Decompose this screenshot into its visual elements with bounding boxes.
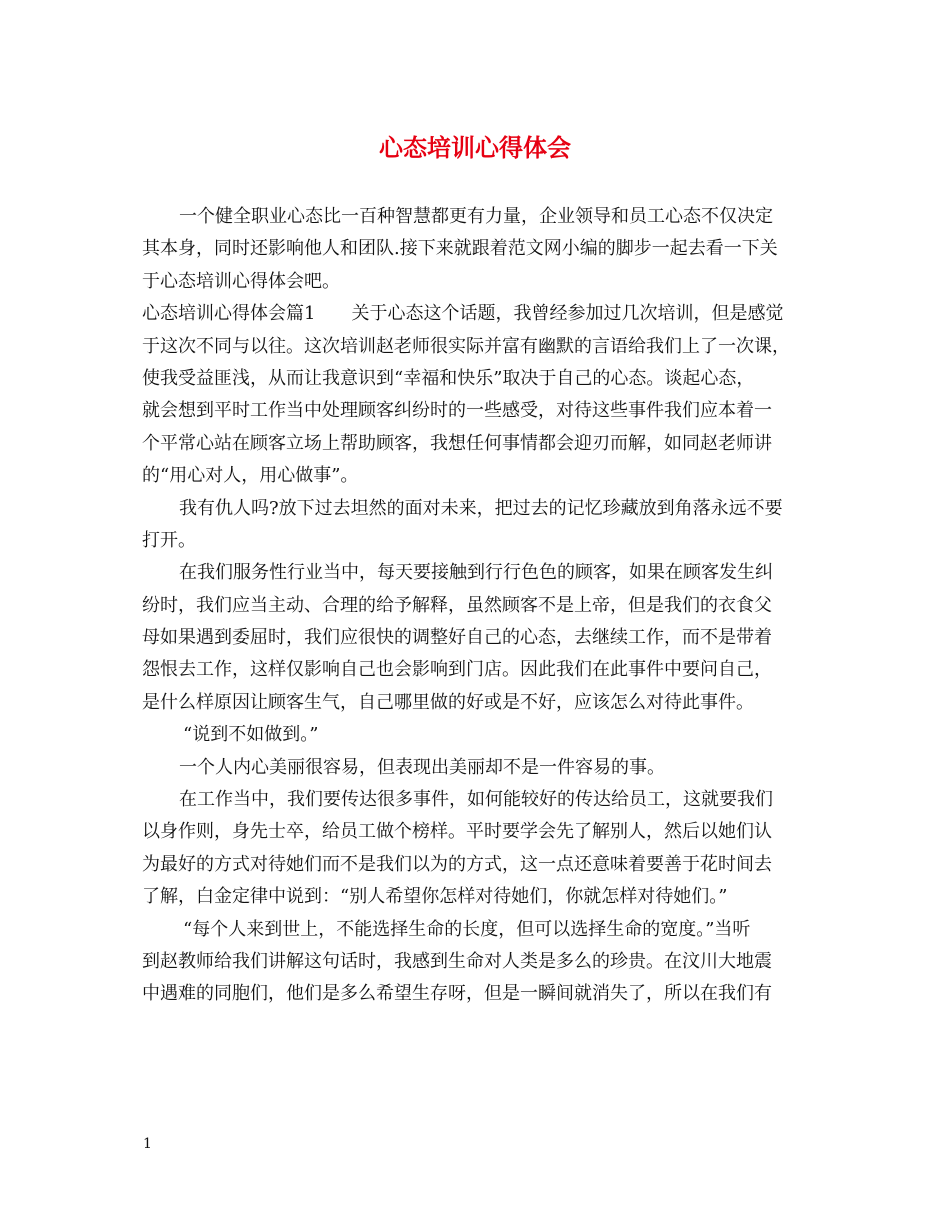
paragraph-line: 是什么样原因让顾客生气，自己哪里做的好或是不好，应该怎么对待此事件。 (142, 691, 754, 713)
paragraph-line: 于这次不同与以往。这次培训赵老师很实际并富有幽默的言语给我们上了一次课， (142, 335, 790, 357)
paragraph-line: 到赵教师给我们讲解这句话时，我感到生命对人类是多么的珍贵。在汶川大地震 (142, 950, 772, 972)
paragraph-line: 其本身，同时还影响他人和团队.接下来就跟着范文网小编的脚步一起去看一下关 (142, 238, 778, 260)
paragraph-line: 一个健全职业心态比一百种智慧都更有力量，企业领导和员工心态不仅决定 (179, 206, 773, 227)
paragraph-text: 关于心态这个话题，我曾经参加过几次培训，但是感觉 (351, 303, 784, 325)
paragraph-line: “每个人来到世上，不能选择生命的长度，但可以选择生命的宽度。”当听 (183, 918, 751, 940)
paragraph-line: 为最好的方式对待她们而不是我们以为的方式，这一点还意味着要善于花时间去 (142, 853, 772, 875)
page-title: 心态培训心得体会 (379, 133, 571, 162)
paragraph-line: 中遇难的同胞们，他们是多么希望生存呀，但是一瞬间就消失了，所以在我们有 (142, 983, 772, 1005)
paragraph-line (142, 298, 822, 330)
paragraph-line: 以身作则，身先士卒，给员工做个榜样。平时要学会先了解别人，然后以她们认 (142, 821, 772, 843)
paragraph-line: 一个人内心美丽很容易，但表现出美丽却不是一件容易的事。 (179, 756, 665, 778)
paragraph-line: 怨恨去工作，这样仅影响自己也会影响到门店。因此我们在此事件中要问自己， (142, 659, 772, 681)
paragraph-line: 我有仇人吗?放下过去坦然的面对未来，把过去的记忆珍藏放到角落永远不要 (179, 497, 783, 519)
paragraph-line: 在工作当中，我们要传达很多事件，如何能较好的传达给员工，这就要我们 (179, 789, 773, 811)
page-number: 1 (143, 1136, 152, 1152)
paragraph-line: 母如果遇到委屈时，我们应很快的调整好自己的心态，去继续工作，而不是带着 (142, 627, 772, 649)
paragraph-line: 了解，白金定律中说到：“别人希望你怎样对待她们，你就怎样对待她们。” (142, 886, 728, 908)
paragraph-line: 个平常心站在顾客立场上帮助顾客，我想任何事情都会迎刃而解，如同赵老师讲 (142, 432, 772, 454)
paragraph-line: 纷时，我们应当主动、合理的给予解释，虽然顾客不是上帝，但是我们的衣食父 (142, 594, 772, 616)
paragraph-line: 打开。 (142, 529, 196, 551)
document-body (142, 201, 822, 1011)
paragraph-line: 使我受益匪浅，从而让我意识到“幸福和快乐”取决于自己的心态。谈起心态， (142, 367, 755, 389)
paragraph-line: 于心态培训心得体会吧。 (142, 270, 340, 292)
section-heading: 心态培训心得体会篇1 (142, 303, 316, 325)
paragraph-line: 在我们服务性行业当中，每天要接触到行行色色的顾客，如果在顾客发生纠 (179, 562, 773, 584)
paragraph-line: “说到不如做到。” (183, 724, 319, 746)
paragraph-line: 就会想到平时工作当中处理顾客纠纷时的一些感受，对待这些事件我们应本着一 (142, 400, 772, 422)
paragraph-line: 的“用心对人，用心做事”。 (142, 465, 359, 487)
